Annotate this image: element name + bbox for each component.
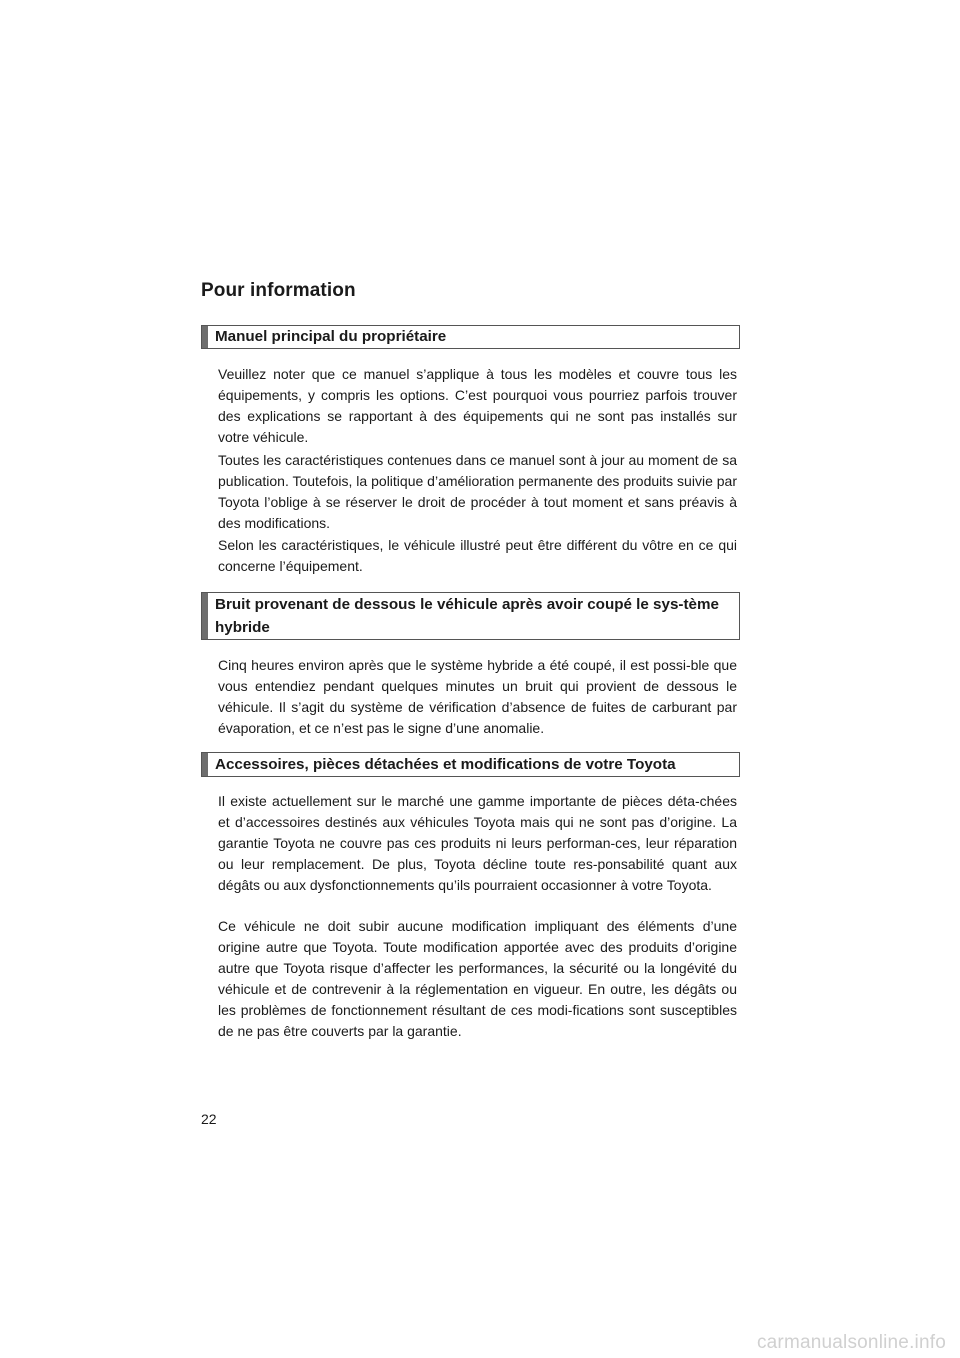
page-number: 22 [201,1111,217,1127]
section-header-text: Accessoires, pièces détachées et modifications de votre Toyota [215,756,676,773]
watermark-text: carmanualsonline.info [756,1332,946,1353]
paragraph: Toutes les caractéristiques contenues dans ce manuel sont à jour au moment de sa publication. Toutefois, la politique d’amélioration permanente des produits suivie par Toyota l’oblige à se réserver le droit de procéder à tout moment et sans préavis à des modifications. [218,452,737,531]
paragraph: Ce véhicule ne doit subir aucune modification impliquant des éléments d’une origine autre que Toyota. Toute modification apportée avec des produits d’origine autre que Toyota risque d’affecter les performances, la sécurité ou la longévité du véhicule et de contrevenir à la réglementation en vigueur. En outre, les dégâts ou les problèmes de fonctionnement résultant de ces modi-fications sont susceptibles de ne pas être couverts par la garantie. [218,918,737,1039]
section-header-text: Bruit provenant de dessous le véhicule après avoir coupé le sys-tème hybride [215,596,719,636]
paragraph: Il existe actuellement sur le marché une gamme importante de pièces déta-chées et d’accessoires destinés aux véhicules Toyota mais qui ne sont pas d’origine. La garantie Toyota ne couvre pas ces produits ni leurs performan-ces, leur réparation ou leur remplacement. De plus, Toyota décline toute res-ponsabilité quant aux dégâts ou aux dysfonctionnements qu’ils pourraient occasionner à votre Toyota. [218,793,737,893]
page-title: Pour information [201,280,356,301]
section-header-text: Manuel principal du propriétaire [215,328,447,345]
paragraph: Selon les caractéristiques, le véhicule illustré peut être différent du vôtre en ce qui concerne l’équipement. [218,537,737,574]
paragraph: Veuillez noter que ce manuel s’applique à tous les modèles et couvre tous les équipements, y compris les options. C’est pourquoi vous pourriez parfois trouver des explications se rapportant à des équipements qui ne sont pas installés sur votre véhicule. [218,366,737,445]
section-header-owners-manual [201,325,740,349]
section-header-hybrid-noise [201,592,740,640]
paragraph: Cinq heures environ après que le système hybride a été coupé, il est possi-ble que vous entendiez pendant quelques minutes un bruit qui provient de dessous le véhicule. Il s’agit du système de vérification d’absence de fuites de carburant par évaporation, et ce n’est pas le signe d’une anomalie. [218,657,737,736]
section-header-accessories [201,752,740,777]
